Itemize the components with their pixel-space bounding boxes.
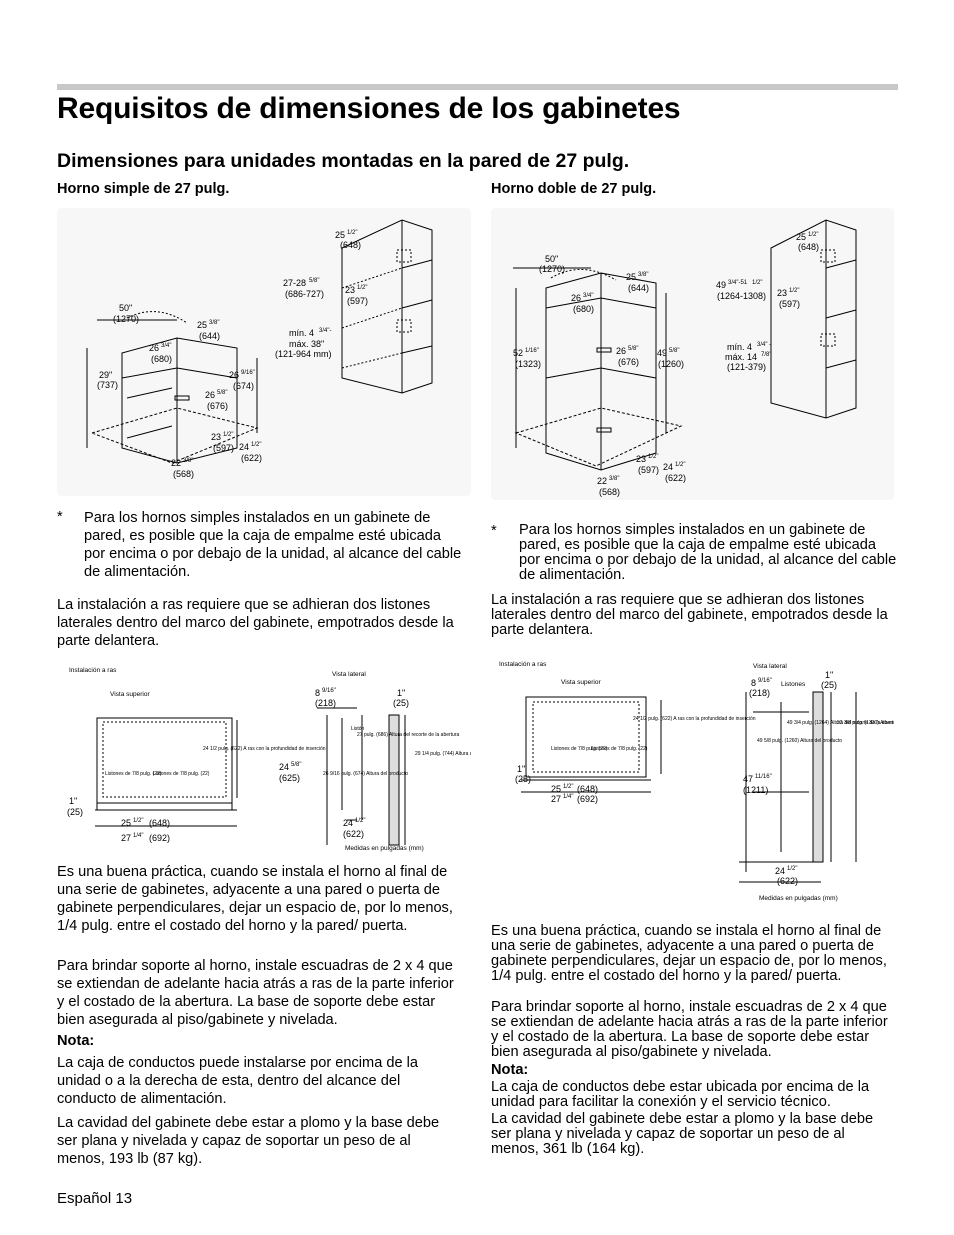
svg-text:9/16": 9/16" bbox=[322, 688, 336, 694]
svg-text:(568): (568) bbox=[599, 487, 621, 497]
svg-text:1/2": 1/2" bbox=[133, 818, 144, 824]
svg-text:1/2": 1/2" bbox=[347, 230, 358, 236]
svg-text:22: 22 bbox=[171, 458, 182, 468]
svg-text:1/2": 1/2" bbox=[752, 280, 763, 286]
svg-text:(737): (737) bbox=[97, 380, 119, 390]
svg-text:3/8": 3/8" bbox=[183, 458, 194, 464]
svg-text:(597): (597) bbox=[347, 296, 369, 306]
svg-text:49 5/8 pulg. (1260) Altura del: 49 5/8 pulg. (1260) Altura del producto bbox=[757, 738, 843, 744]
svg-text:25: 25 bbox=[197, 320, 208, 330]
svg-text:Listones de 7/8 pulg. (22): Listones de 7/8 pulg. (22) bbox=[551, 746, 608, 752]
svg-text:Listones de 7/8 pulg. (22): Listones de 7/8 pulg. (22) bbox=[591, 746, 648, 752]
svg-text:50": 50" bbox=[119, 303, 133, 313]
single-flush-drawing bbox=[57, 660, 471, 860]
svg-text:Instalación a ras: Instalación a ras bbox=[69, 667, 117, 674]
svg-text:(644): (644) bbox=[628, 283, 650, 293]
svg-text:1/2": 1/2" bbox=[808, 232, 819, 238]
svg-text:1/2": 1/2" bbox=[251, 442, 262, 448]
svg-text:(121-964 mm): (121-964 mm) bbox=[275, 349, 332, 359]
svg-text:(1211): (1211) bbox=[743, 785, 769, 795]
svg-text:(686-727): (686-727) bbox=[285, 289, 325, 299]
svg-text:47: 47 bbox=[743, 774, 754, 784]
svg-text:3/4"-51: 3/4"-51 bbox=[728, 280, 748, 286]
svg-text:24: 24 bbox=[279, 762, 290, 772]
svg-text:7/8": 7/8" bbox=[761, 352, 772, 358]
svg-text:49: 49 bbox=[657, 348, 668, 358]
svg-text:(648): (648) bbox=[149, 818, 171, 828]
svg-text:(218): (218) bbox=[315, 698, 337, 708]
svg-text:49 3/4 pulg. (1264) Altura del: 49 3/4 pulg. (1264) Altura del recorte de la abertura bbox=[787, 720, 894, 726]
svg-text:Listones de 7/8 pulg. (22): Listones de 7/8 pulg. (22) bbox=[105, 771, 162, 777]
svg-text:mín. 4: mín. 4 bbox=[727, 342, 753, 352]
svg-text:23: 23 bbox=[777, 288, 788, 298]
svg-text:9/16": 9/16" bbox=[241, 370, 255, 376]
double-flush-install-figure bbox=[491, 652, 894, 907]
svg-text:(1260): (1260) bbox=[658, 359, 685, 369]
svg-text:25: 25 bbox=[121, 818, 132, 828]
svg-text:24: 24 bbox=[343, 818, 354, 828]
left-star-note: Para los hornos simples instalados en un gabinete de pared, es posible que la caja de empalme esté ubicada por encima o por debajo de la unidad, al alcance del cable de alimentación. bbox=[84, 510, 462, 580]
svg-text:1/2": 1/2" bbox=[563, 784, 574, 790]
svg-text:(692): (692) bbox=[577, 794, 599, 804]
double-oven-heading: Horno doble de 27 pulg. bbox=[491, 181, 657, 197]
right-support-paragraph: Para brindar soporte al horno, instale escuadras de 2 x 4 que se extiendan de adelante hacia atrás a ras de la parte inferior y el costado de la abertura. La base de soporte debe estar bien asegurada al piso/gabinete y nivelada. bbox=[491, 999, 888, 1060]
svg-text:8: 8 bbox=[751, 678, 757, 688]
svg-text:1/4": 1/4" bbox=[133, 833, 144, 839]
svg-text:24: 24 bbox=[663, 462, 674, 472]
svg-text:(25): (25) bbox=[393, 698, 410, 708]
svg-text:11/16": 11/16" bbox=[755, 774, 772, 780]
double-oven-drawing bbox=[491, 208, 894, 500]
svg-text:(1323): (1323) bbox=[515, 359, 542, 369]
svg-text:1": 1" bbox=[397, 688, 406, 698]
svg-text:27 pulg. (686) Altura del reco: 27 pulg. (686) Altura del recorte de la abertura bbox=[357, 732, 460, 738]
svg-text:3/4": 3/4" bbox=[583, 293, 594, 299]
svg-text:1/2": 1/2" bbox=[357, 285, 368, 291]
svg-text:Medidas en pulgadas (mm): Medidas en pulgadas (mm) bbox=[345, 845, 424, 852]
svg-text:(625): (625) bbox=[279, 773, 301, 783]
svg-text:3/8": 3/8" bbox=[209, 320, 220, 326]
header-rule bbox=[57, 84, 898, 90]
svg-text:(597): (597) bbox=[213, 443, 235, 453]
svg-text:3/4": 3/4" bbox=[161, 343, 172, 349]
svg-text:(676): (676) bbox=[207, 401, 229, 411]
svg-text:(622): (622) bbox=[777, 876, 799, 886]
svg-text:26: 26 bbox=[205, 390, 216, 400]
right-flush-paragraph: La instalación a ras requiere que se adhieran dos listones laterales dentro del marco del gabinete, empotrados desde la parte delantera. bbox=[491, 592, 888, 638]
svg-text:(622): (622) bbox=[343, 829, 365, 839]
svg-text:Vista superior: Vista superior bbox=[561, 679, 601, 686]
svg-text:(680): (680) bbox=[151, 354, 173, 364]
svg-text:1/2": 1/2" bbox=[223, 432, 234, 438]
left-note-label: Nota: bbox=[57, 1033, 95, 1049]
right-note-label: Nota: bbox=[491, 1062, 529, 1078]
svg-text:5/8": 5/8" bbox=[309, 278, 320, 284]
svg-text:26: 26 bbox=[149, 343, 160, 353]
right-star-bullet: * bbox=[491, 523, 497, 539]
double-flush-drawing bbox=[491, 652, 894, 907]
svg-text:29 1/4 pulg. (744) Altura del: 29 1/4 pulg. (744) Altura bbox=[415, 751, 469, 757]
section-title: Dimensiones para unidades montadas en la pared de 27 pulg. bbox=[57, 150, 630, 172]
single-oven-heading: Horno simple de 27 pulg. bbox=[57, 181, 230, 197]
svg-text:24: 24 bbox=[239, 442, 250, 452]
svg-text:(1264-1308): (1264-1308) bbox=[717, 291, 767, 301]
single-oven-drawing bbox=[57, 208, 471, 496]
svg-text:3/4" -: 3/4" - bbox=[757, 342, 772, 348]
left-note-2: La cavidad del gabinete debe estar a plomo y la base debe ser plana y nivelada y capaz de soportar un peso de al menos, 193 lb (87 kg). bbox=[57, 1115, 440, 1167]
svg-text:(692): (692) bbox=[149, 833, 171, 843]
right-star-note: Para los hornos simples instalados en un gabinete de pared, es posible que la caja de empalme esté ubicada por encima o por debajo de la unidad, al alcance del cable de alimentación. bbox=[519, 522, 897, 583]
svg-text:1/2": 1/2" bbox=[648, 454, 659, 460]
svg-text:(25): (25) bbox=[821, 680, 838, 690]
svg-text:5/8": 5/8" bbox=[669, 348, 680, 354]
single-flush-install-figure bbox=[57, 660, 471, 860]
svg-text:(680): (680) bbox=[573, 304, 595, 314]
svg-text:27: 27 bbox=[121, 833, 132, 843]
svg-text:23: 23 bbox=[636, 454, 647, 464]
svg-text:8: 8 bbox=[315, 688, 321, 698]
svg-text:(25): (25) bbox=[515, 774, 532, 784]
svg-text:(676): (676) bbox=[618, 357, 640, 367]
svg-text:(218): (218) bbox=[749, 688, 771, 698]
page-footer: Español 13 bbox=[57, 1190, 133, 1207]
svg-text:(648): (648) bbox=[798, 242, 820, 252]
svg-text:(1270): (1270) bbox=[113, 314, 140, 324]
svg-text:(597): (597) bbox=[779, 299, 801, 309]
svg-text:24 1/2 pulg. (622) A ras con l: 24 1/2 pulg. (622) A ras con la profundidad de inserción bbox=[203, 746, 326, 752]
right-note-1: La caja de conductos debe estar ubicada por encima de la unidad para facilitar la conexión y el servicio técnico. bbox=[491, 1079, 870, 1110]
svg-text:Listones de 7/8 pulg. (22): Listones de 7/8 pulg. (22) bbox=[153, 771, 210, 777]
svg-text:3/4"-: 3/4"- bbox=[319, 328, 332, 334]
svg-text:1": 1" bbox=[69, 796, 78, 806]
svg-text:25: 25 bbox=[796, 232, 807, 242]
svg-text:26: 26 bbox=[229, 370, 240, 380]
left-support-paragraph: Para brindar soporte al horno, instale escuadras de 2 x 4 que se extiendan de adelante hacia atrás a ras de la parte inferior y el costado de la abertura. La base de soporte debe estar bien asegurada al piso/gabinete y nivelada. bbox=[57, 958, 454, 1028]
svg-text:(648): (648) bbox=[340, 240, 362, 250]
svg-text:25: 25 bbox=[335, 230, 346, 240]
svg-text:Medidas en pulgadas (mm): Medidas en pulgadas (mm) bbox=[759, 895, 838, 902]
svg-text:52: 52 bbox=[513, 348, 524, 358]
svg-text:(121-379): (121-379) bbox=[727, 362, 767, 372]
left-star-bullet: * bbox=[57, 509, 63, 525]
svg-text:1/2": 1/2" bbox=[355, 818, 366, 824]
svg-text:24 1/2 pulg. (622) A ras con l: 24 1/2 pulg. (622) A ras con la profundidad de inserción bbox=[633, 716, 756, 722]
svg-text:(674): (674) bbox=[233, 381, 255, 391]
svg-text:(622): (622) bbox=[241, 453, 263, 463]
svg-text:1/16": 1/16" bbox=[525, 348, 539, 354]
svg-text:(644): (644) bbox=[199, 331, 221, 341]
svg-text:26: 26 bbox=[571, 293, 582, 303]
svg-text:25: 25 bbox=[551, 784, 562, 794]
svg-text:29": 29" bbox=[99, 370, 113, 380]
left-note-1: La caja de conductos puede instalarse por encima de la unidad o a la derecha de esta, dentro del alcance del conducto de alimentación. bbox=[57, 1055, 419, 1107]
svg-text:(568): (568) bbox=[173, 469, 195, 479]
svg-text:1": 1" bbox=[517, 764, 526, 774]
left-flush-paragraph: La instalación a ras requiere que se adhieran dos listones laterales dentro del marco del gabinete, empotrados desde la parte delantera. bbox=[57, 597, 454, 649]
svg-text:Vista lateral: Vista lateral bbox=[753, 663, 787, 670]
svg-text:3/8": 3/8" bbox=[638, 272, 649, 278]
svg-text:26: 26 bbox=[616, 346, 627, 356]
svg-text:5/8": 5/8" bbox=[217, 390, 228, 396]
svg-text:3/8": 3/8" bbox=[609, 476, 620, 482]
double-oven-dimension-figure bbox=[491, 208, 894, 500]
svg-text:Instalación a ras: Instalación a ras bbox=[499, 661, 547, 668]
svg-text:máx. 38": máx. 38" bbox=[289, 339, 325, 349]
svg-text:23: 23 bbox=[345, 285, 356, 295]
svg-text:23: 23 bbox=[211, 432, 222, 442]
svg-text:1/2": 1/2" bbox=[787, 866, 798, 872]
svg-text:(648): (648) bbox=[577, 784, 599, 794]
svg-text:22: 22 bbox=[597, 476, 608, 486]
svg-text:52 3/8 pulg. (1330) Altura del: 52 3/8 pulg. (1330) Altura bbox=[837, 720, 894, 726]
svg-text:(597): (597) bbox=[638, 465, 660, 475]
svg-text:(25): (25) bbox=[67, 807, 84, 817]
svg-text:5/8": 5/8" bbox=[291, 762, 302, 768]
svg-text:máx. 14: máx. 14 bbox=[725, 352, 758, 362]
svg-text:1/4": 1/4" bbox=[563, 794, 574, 800]
svg-text:Vista lateral: Vista lateral bbox=[332, 671, 366, 678]
svg-text:(1270): (1270) bbox=[539, 264, 566, 274]
svg-text:24: 24 bbox=[775, 866, 786, 876]
svg-text:1": 1" bbox=[825, 670, 834, 680]
svg-text:27-28: 27-28 bbox=[283, 278, 307, 288]
right-gap-paragraph: Es una buena práctica, cuando se instala el horno al final de una serie de gabinetes, adyacente a una pared o puerta de gabinete perpendiculares, dejar un espacio de, por lo menos, 1/4 pulg. entre el costado del horno y la pared/ puerta. bbox=[491, 923, 887, 984]
svg-text:25: 25 bbox=[626, 272, 637, 282]
left-gap-paragraph: Es una buena práctica, cuando se instala el horno al final de una serie de gabinetes, adyacente a una pared o puerta de gabinete perpendiculares, dejar un espacio de, por lo menos, 1/4 pulg. entre el costado del horno y la pared/ puerta. bbox=[57, 864, 453, 934]
svg-text:49: 49 bbox=[716, 280, 727, 290]
svg-text:9/16": 9/16" bbox=[758, 678, 772, 684]
svg-text:(622): (622) bbox=[665, 473, 687, 483]
svg-text:26 9/16 pulg. (674) Altura del: 26 9/16 pulg. (674) Altura del producto bbox=[323, 771, 409, 777]
svg-text:5/8": 5/8" bbox=[628, 346, 639, 352]
svg-text:50": 50" bbox=[545, 254, 559, 264]
svg-text:1/2": 1/2" bbox=[675, 462, 686, 468]
single-oven-dimension-figure bbox=[57, 208, 471, 496]
page-title: Requisitos de dimensiones de los gabinetes bbox=[57, 92, 681, 125]
right-note-2: La cavidad del gabinete debe estar a plomo y la base debe ser plana y nivelada y capaz de soportar un peso de al menos, 361 lb (164 kg). bbox=[491, 1111, 874, 1157]
svg-text:1/2": 1/2" bbox=[789, 288, 800, 294]
svg-text:Listón: Listón bbox=[351, 726, 365, 732]
svg-text:mín. 4: mín. 4 bbox=[289, 328, 315, 338]
svg-text:Vista superior: Vista superior bbox=[110, 691, 150, 698]
svg-text:27: 27 bbox=[551, 794, 562, 804]
svg-text:Listones: Listones bbox=[781, 681, 806, 688]
